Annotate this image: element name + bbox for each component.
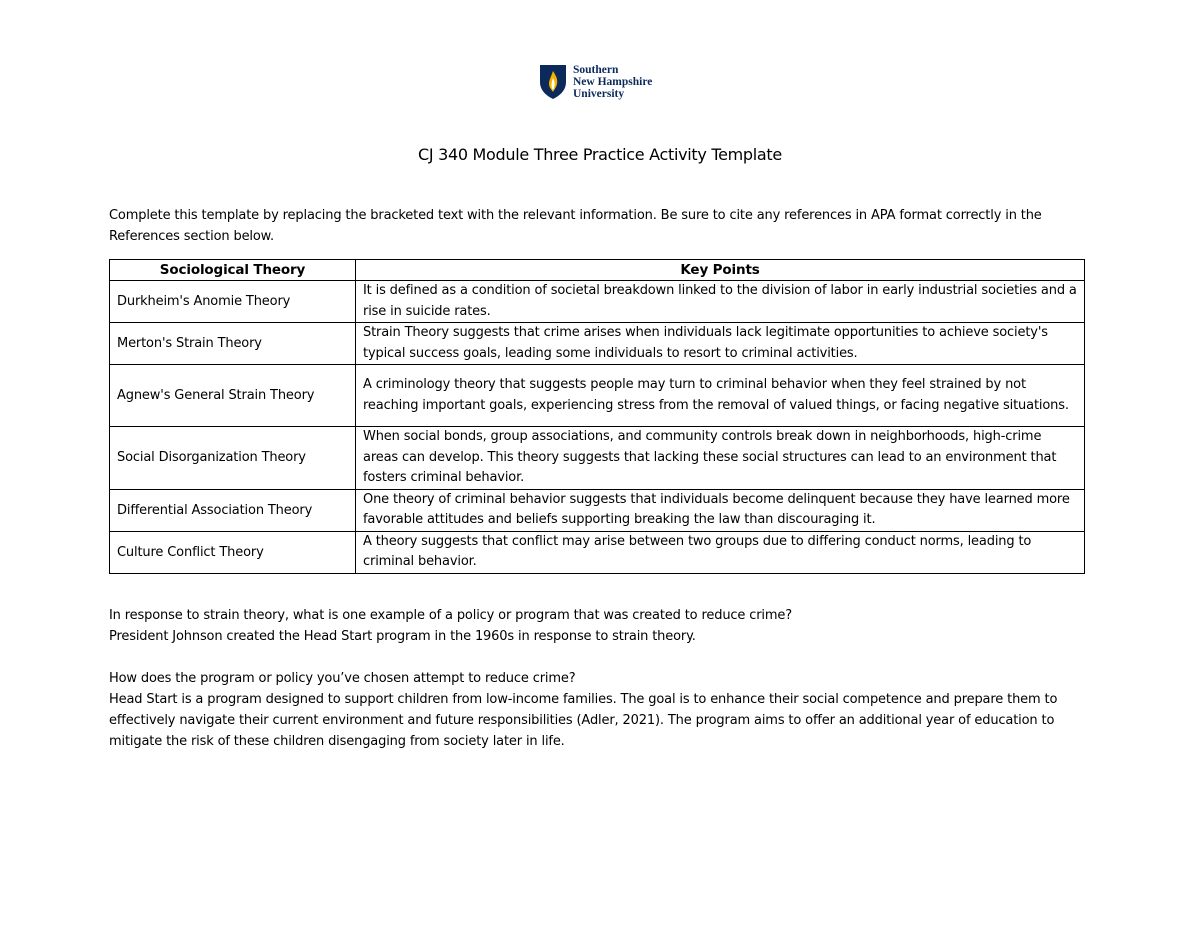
document-title: CJ 340 Module Three Practice Activity Template — [418, 145, 782, 164]
header-key-points: Key Points — [356, 260, 1085, 281]
table-row — [110, 427, 1085, 490]
spacer — [109, 647, 1089, 668]
table-row — [110, 531, 1085, 573]
theory-key-points: Strain Theory suggests that crime arises when individuals lack legitimate opportunities to achieve society's typical success goals, leading some individuals to resort to criminal activities. — [356, 323, 1085, 365]
theory-name: Culture Conflict Theory — [110, 531, 356, 573]
theory-key-points: A criminology theory that suggests people may turn to criminal behavior when they feel strained by not reaching important goals, experiencing stress from the removal of valued things, or facing negative situations. — [356, 365, 1085, 427]
snhu-logo — [539, 64, 652, 100]
theory-name: Merton's Strain Theory — [110, 323, 356, 365]
answer-2: Head Start is a program designed to support children from low-income families. The goal is to enhance their social competence and prepare them to effectively navigate their current environment and future responsibilities (Adler, 2021). The program aims to offer an additional year of education to mitigate the risk of these children disengaging from society later in life. — [109, 692, 1058, 749]
questions-section — [109, 605, 1089, 752]
question-1: In response to strain theory, what is one example of a policy or program that was created to reduce crime? — [109, 608, 792, 623]
intro-paragraph: Complete this template by replacing the bracketed text with the relevant information. Be sure to cite any references in APA format correctly in the References section below. — [109, 208, 1042, 244]
table-row — [110, 489, 1085, 531]
table-header-row — [110, 260, 1085, 281]
table-row — [110, 323, 1085, 365]
theory-key-points: When social bonds, group associations, and community controls break down in neighborhoods, high-crime areas can develop. This theory suggests that lacking these social structures can lead to an environment that fosters criminal behavior. — [356, 427, 1085, 490]
table-row — [110, 281, 1085, 323]
theory-table — [109, 259, 1085, 574]
theory-name: Agnew's General Strain Theory — [110, 365, 356, 427]
answer-1: President Johnson created the Head Start program in the 1960s in response to strain theory. — [109, 629, 696, 644]
header-sociological-theory: Sociological Theory — [110, 260, 356, 281]
shield-flame-icon — [539, 64, 567, 100]
logo-line-1: Southern — [573, 64, 619, 76]
logo-line-3: University — [573, 88, 625, 100]
logo-line-2: New Hampshire — [573, 76, 653, 88]
logo-wordmark — [573, 64, 652, 100]
theory-key-points: One theory of criminal behavior suggests that individuals become delinquent because they have learned more favorable attitudes and beliefs supporting breaking the law than discouraging it. — [356, 489, 1085, 531]
theory-key-points: A theory suggests that conflict may arise between two groups due to differing conduct norms, leading to criminal behavior. — [356, 531, 1085, 573]
theory-name: Differential Association Theory — [110, 489, 356, 531]
theory-name: Durkheim's Anomie Theory — [110, 281, 356, 323]
theory-name: Social Disorganization Theory — [110, 427, 356, 490]
table-row — [110, 365, 1085, 427]
question-2: How does the program or policy you’ve chosen attempt to reduce crime? — [109, 671, 576, 686]
theory-key-points: It is defined as a condition of societal breakdown linked to the division of labor in early industrial societies and a rise in suicide rates. — [356, 281, 1085, 323]
